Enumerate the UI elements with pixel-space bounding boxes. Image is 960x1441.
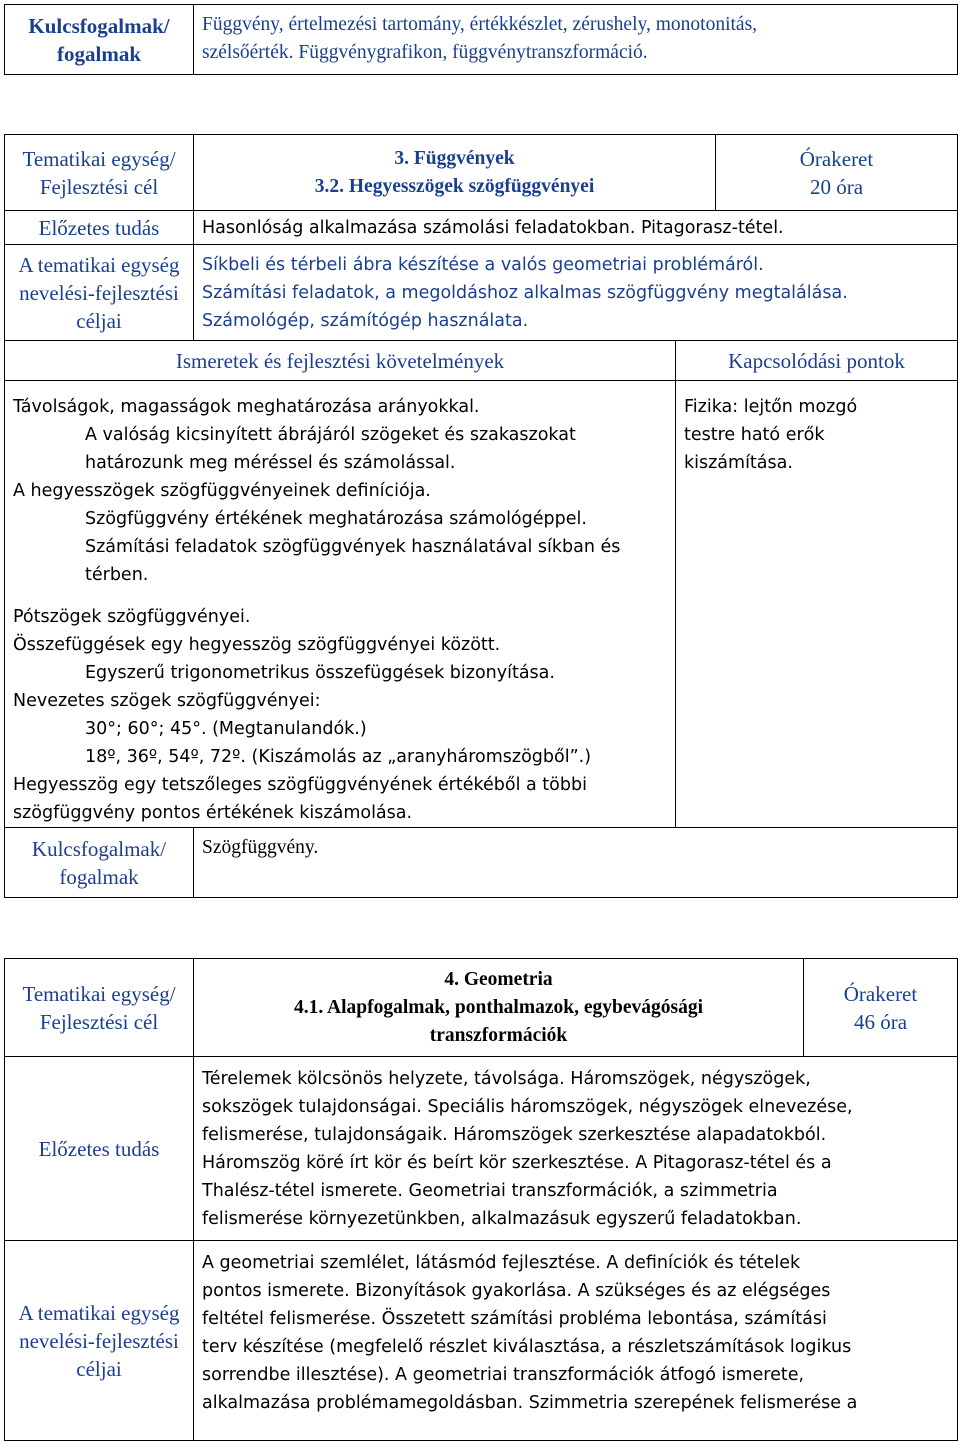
elozetes-tudas-label: Előzetes tudás: [5, 1057, 194, 1241]
kulcsfogalmak-text: Függvény, értelmezési tartomány, értékkészlet, zérushely, monotonitás, szélsőérték. Függvénygrafikon, függvénytranszformáció.: [194, 5, 958, 75]
unit-title: 3. Függvények 3.2. Hegyesszögek szögfüggvényei: [194, 135, 716, 211]
kapcsolodasi-header: Kapcsolódási pontok: [676, 341, 958, 381]
kulcsfogalmak-label: Kulcsfogalmak/ fogalmak: [5, 5, 194, 75]
tematikai-egyseg-label: Tematikai egység/ Fejlesztési cél: [5, 959, 194, 1057]
celjai-label: A tematikai egység nevelési-fejlesztési céljai: [5, 245, 194, 341]
celjai-text: A geometriai szemlélet, látásmód fejlesztése. A definíciók és tételek pontos ismerete. Bizonyítások gyakorlása. A szükséges és az elégséges feltétel felismerése. Összetett számítási probléma lebontása, számítási terv készítése (megfelelő részlet kiválasztása, a részletszámítások logikus sorrendbe illesztése). A geometriai transzformációk átfogó ismerete, alkalmazása problémamegoldásban. Szimmetria szerepének felismerése a: [194, 1241, 958, 1441]
celjai-label: A tematikai egység nevelési-fejlesztési céljai: [5, 1241, 194, 1441]
celjai-line: Számítási feladatok, a megoldáshoz alkalmas szögfüggvény megtalálása.: [202, 282, 848, 303]
elozetes-tudas-label: Előzetes tudás: [5, 211, 194, 245]
ismeretek-part1: Távolságok, magasságok meghatározása arányokkal. A valóság kicsinyített ábrájáról szögeket és szakaszokat határozunk meg méréssel és számolással. A hegyesszögek szögfüggvényeinek definíciója. Szögfüggvény értékének meghatározása számológéppel. Számítási feladatok szögfüggvények használatával síkban és térben.: [13, 397, 621, 585]
ismeretek-part2: Pótszögek szögfüggvényei. Összefüggések egy hegyesszög szögfüggvényei között. Egyszerű trigonometrikus összefüggések bizonyítása. Nevezetes szögek szögfüggvényei: 30°; 60°; 45°. (Megtanulandók.) 18º, 36º, 54º, 72º. (Kiszámolás az „aranyháromszögből”.) Hegyesszög egy tetszőleges szögfüggvényének értékéből a többi szögfüggvény pontos értékének kiszámolása.: [13, 607, 592, 823]
kulcsfogalmak-label: Kulcsfogalmak/ fogalmak: [5, 828, 194, 898]
orakeret: Órakeret 46 óra: [804, 959, 958, 1057]
ismeretek-content: [5, 381, 676, 828]
unit-title: 4. Geometria 4.1. Alapfogalmak, ponthalmazok, egybevágósági transzformációk: [194, 959, 804, 1057]
orakeret: Órakeret 20 óra: [716, 135, 958, 211]
celjai-line: Síkbeli és térbeli ábra készítése a valós geometriai problémáról.: [202, 254, 764, 275]
kulcsfogalmak-table-top: [4, 4, 958, 75]
elozetes-tudas-text: Hasonlóság alkalmazása számolási feladatokban. Pitagorasz-tétel.: [194, 211, 958, 245]
kulcsfogalmak-text: Szögfüggvény.: [194, 828, 958, 898]
celjai-text: [194, 245, 958, 341]
ismeretek-header: Ismeretek és fejlesztési követelmények: [5, 341, 676, 381]
kapcsolodasi-content: Fizika: lejtőn mozgó testre ható erők kiszámítása.: [676, 381, 958, 828]
geometria-table: [4, 958, 958, 1441]
fuggvenyek-table: [4, 134, 958, 898]
elozetes-tudas-text: Térelemek kölcsönös helyzete, távolsága. Háromszögek, négyszögek, sokszögek tulajdonságai. Speciális háromszögek, négyszögek elnevezése, felismerése, tulajdonságaik. Háromszögek szerkesztése alapadatokból. Háromszög köré írt kör és beírt kör szerkesztése. A Pitagorasz-tétel és a Thalész-tétel ismerete. Geometriai transzformációk, a szimmetria felismerése környezetünkben, alkalmazásuk egyszerű feladatokban.: [194, 1057, 958, 1241]
tematikai-egyseg-label: Tematikai egység/ Fejlesztési cél: [5, 135, 194, 211]
celjai-line: Számológép, számítógép használata.: [202, 310, 529, 331]
